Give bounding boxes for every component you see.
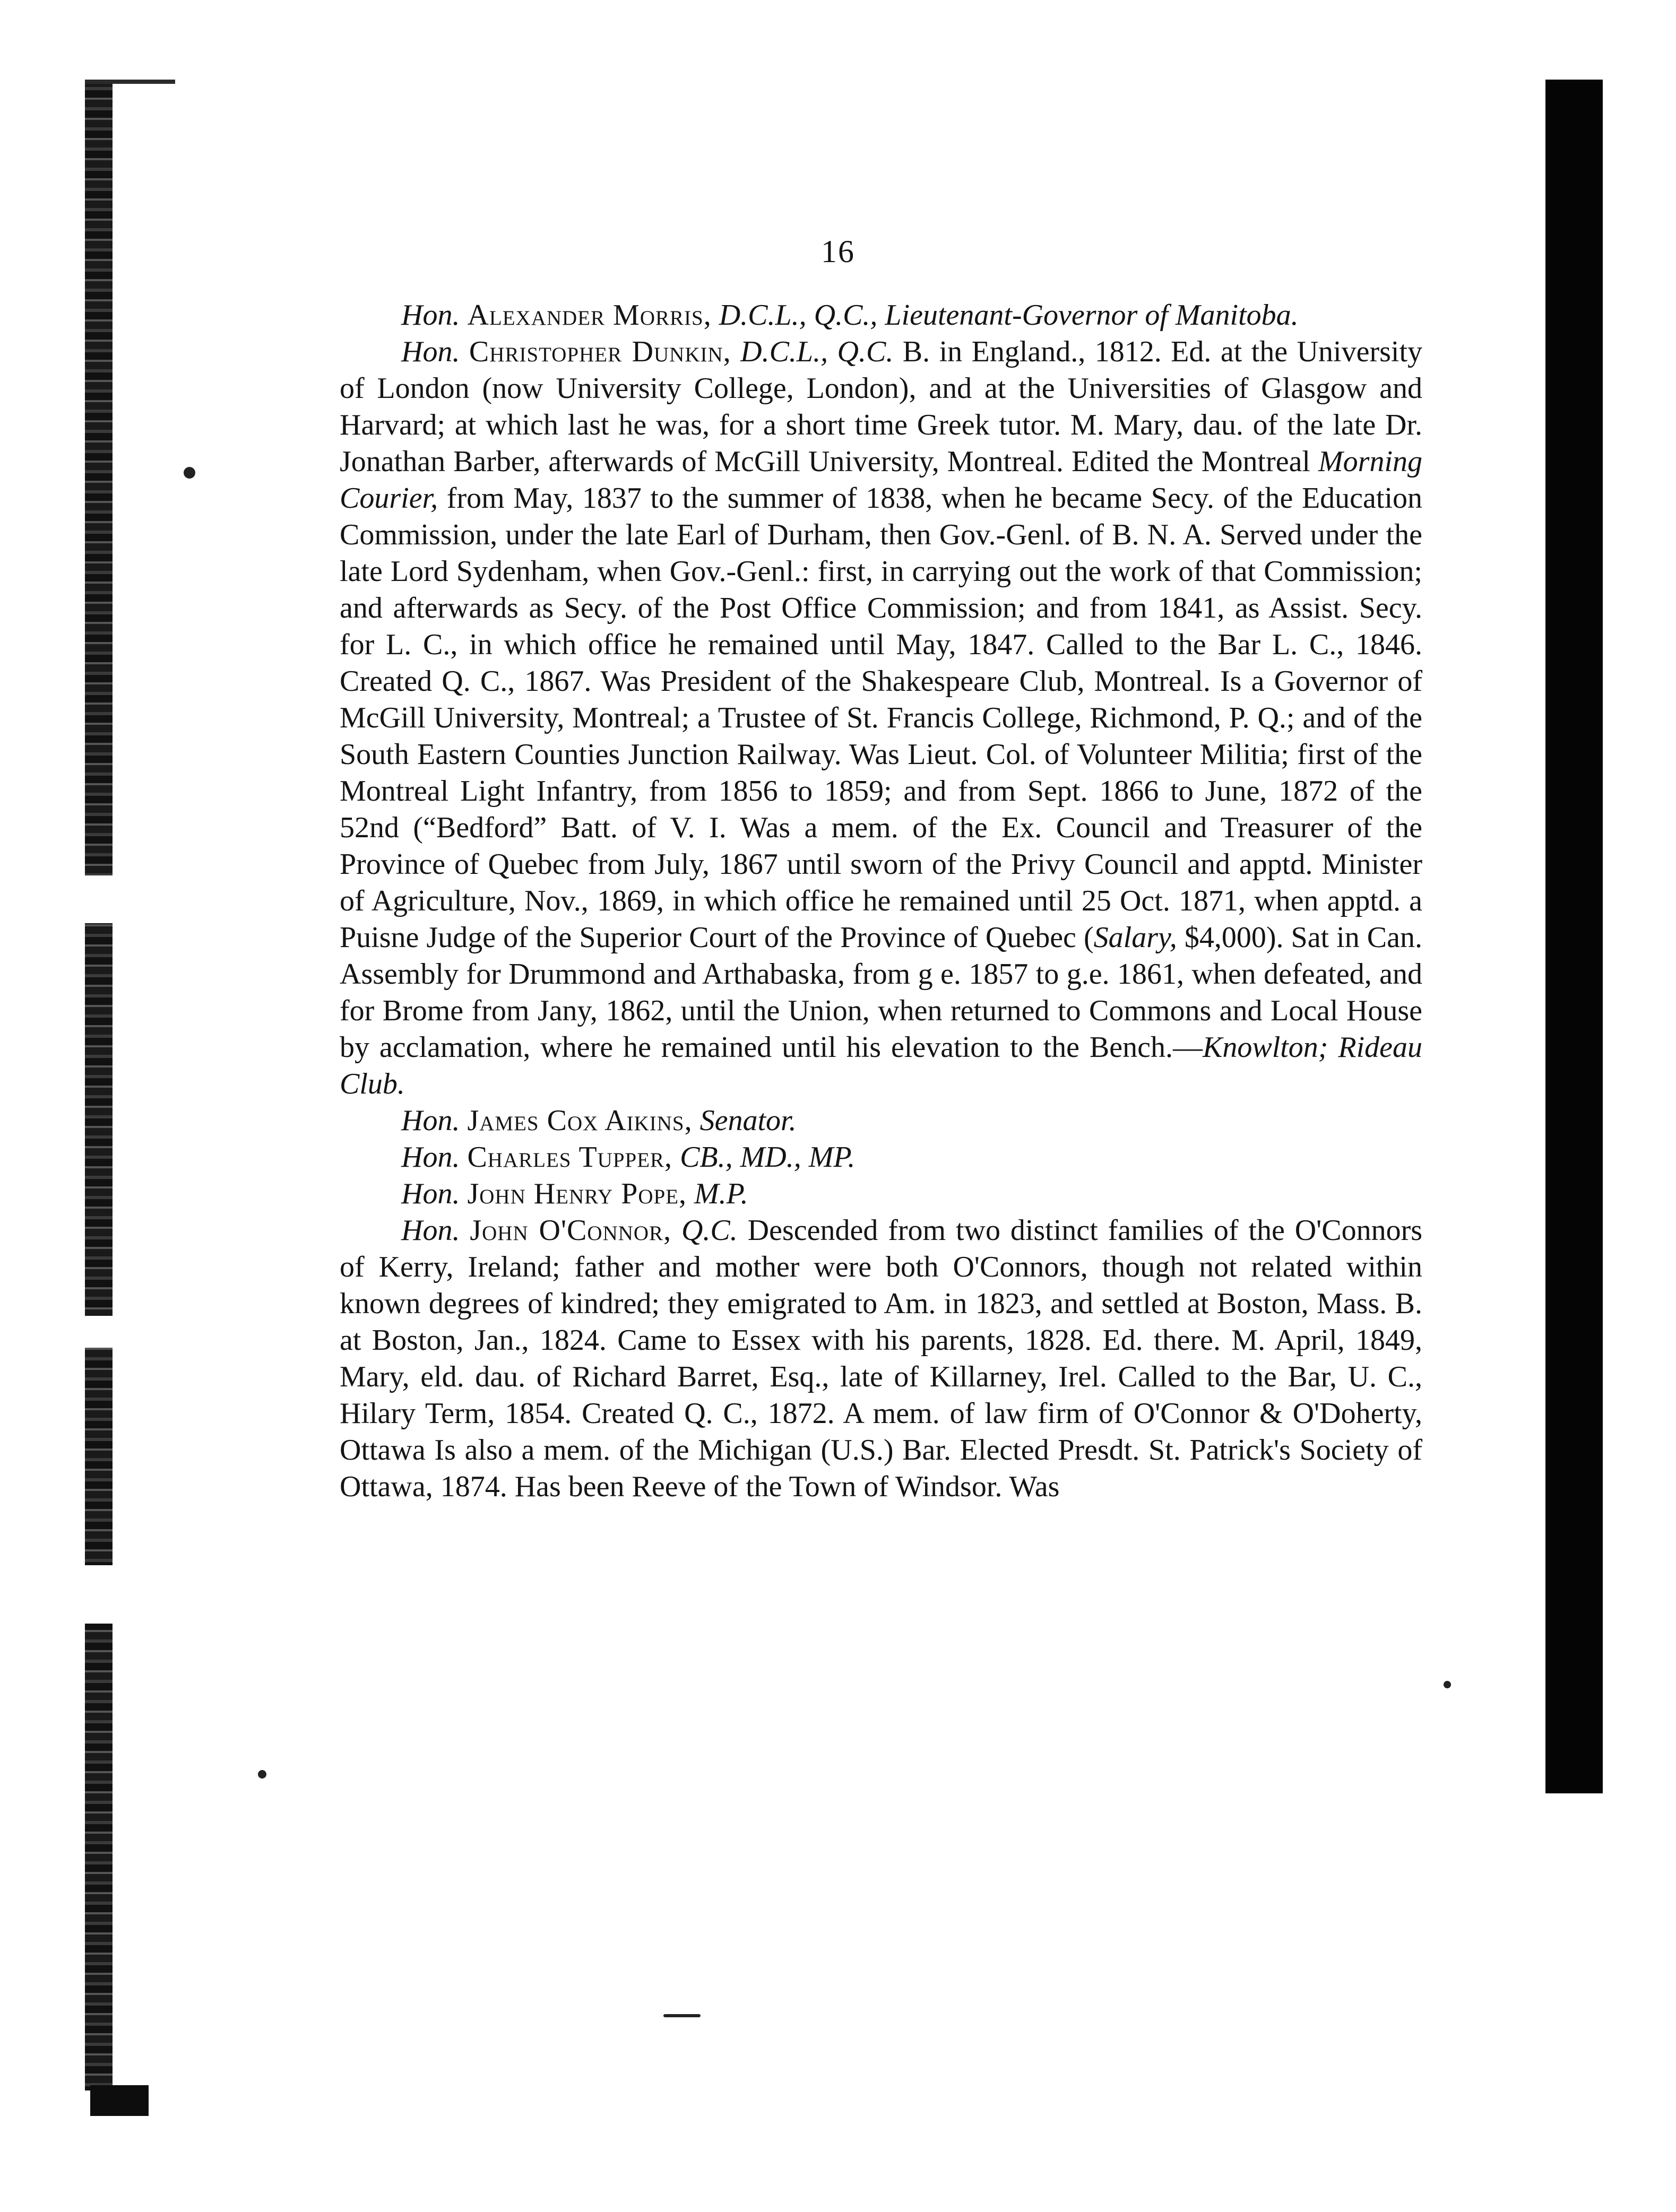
credentials: Senator.: [699, 1104, 797, 1137]
scan-right-bar: [1545, 80, 1603, 1793]
credentials: Q.C.: [681, 1214, 738, 1247]
entry-oconnor: [340, 1212, 1422, 1505]
scan-left-border: [85, 80, 113, 2090]
scan-left-gap: [80, 1565, 118, 1624]
biography-italic: Knowlton; Rideau Club.: [340, 1031, 1422, 1100]
person-name: Alexander Morris,: [467, 299, 712, 332]
person-name: James Cox Aikins,: [467, 1104, 693, 1137]
credentials: M.P.: [694, 1177, 748, 1210]
page-number: 16: [821, 234, 855, 269]
biography-text: B. in England., 1812. Ed. at the University of London (now University College, London), and at the Universities of Glasgow and Harvard; at which last he was, for a short time Greek tutor. M. Mary, dau. of the late Dr. Jonathan Barber, afterwards of McGill University, Montreal. Edited the Montreal: [340, 335, 1423, 478]
credentials: D.C.L., Q.C., Lieutenant-Governor of Manitoba.: [719, 299, 1299, 332]
scan-left-gap: [80, 1316, 118, 1348]
scan-speck: [663, 2014, 701, 2017]
person-name: John O'Connor,: [470, 1214, 672, 1247]
credentials: D.C.L., Q.C.: [740, 335, 894, 368]
honorific: Hon.: [401, 1104, 460, 1137]
biography-italic: Salary,: [1093, 921, 1177, 954]
entry-aikins: [340, 1103, 1422, 1139]
honorific: Hon.: [401, 1141, 460, 1174]
scan-left-foot: [90, 2085, 149, 2116]
scan-speck: [258, 1770, 266, 1779]
entry-dunkin: [340, 334, 1422, 1103]
person-name: Charles Tupper,: [467, 1141, 673, 1174]
honorific: Hon.: [401, 1214, 460, 1247]
scan-speck: [184, 467, 195, 479]
biography-text: Descended from two distinct families of the O'Connors of Kerry, Ireland; father and mother were both O'Connors, though not related within known degrees of kindred; they emigrated to Am. in 1823, and settled at Boston, Mass. B. at Boston, Jan., 1824. Came to Essex with his parents, 1828. Ed. there. M. April, 1849, Mary, eld. dau. of Richard Barret, Esq., late of Killarney, Irel. Called to the Bar, U. C., Hilary Term, 1854. Created Q. C., 1872. A mem. of law firm of O'Connor & O'Doherty, Ottawa Is also a mem. of the Michigan (U.S.) Bar. Elected Presdt. St. Patrick's Society of Ottawa, 1874. Has been Reeve of the Town of Windsor. Was: [340, 1214, 1423, 1503]
credentials: CB., MD., MP.: [680, 1141, 856, 1174]
biography-text: $4,000). Sat in Can. Assembly for Drummond and Arthabaska, from g e. 1857 to g.e. 1861, when defeated, and for Brome from Jany, 1862, until the Union, when returned to Commons and Local House by acclamation, where he remained until his elevation to the Bench.—: [340, 921, 1423, 1064]
scan-left-gap: [80, 875, 118, 923]
honorific: Hon.: [401, 299, 460, 332]
entry-morris: [340, 297, 1422, 334]
honorific: Hon.: [401, 1177, 460, 1210]
text-block: [340, 297, 1422, 1505]
entry-tupper: [340, 1139, 1422, 1176]
scan-left-cap: [85, 80, 175, 84]
person-name: John Henry Pope,: [467, 1177, 687, 1210]
honorific: Hon.: [401, 335, 460, 368]
biography-italic: Morning Courier,: [340, 445, 1423, 515]
biography-text: from May, 1837 to the summer of 1838, when he became Secy. of the Education Commission, under the late Earl of Durham, then Gov.-Genl. of B. N. A. Served under the late Lord Sydenham, when Gov.-Genl.: first, in carrying out the work of that Commission; and afterwards as Secy. of the Post Office Commission; and from 1841, as Assist. Secy. for L. C., in which office he remained until May, 1847. Called to the Bar L. C., 1846. Created Q. C., 1867. Was President of the Shakespeare Club, Montreal. Is a Governor of McGill University, Montreal; a Trustee of St. Francis College, Richmond, P. Q.; and of the South Eastern Counties Junction Railway. Was Lieut. Col. of Volunteer Militia; first of the Montreal Light Infantry, from 1856 to 1859; and from Sept. 1866 to June, 1872 of the 52nd (“Bedford” Batt. of V. I. Was a mem. of the Ex. Council and Treasurer of the Province of Quebec from July, 1867 until sworn of the Privy Council and apptd. Minister of Agriculture, Nov., 1869, in which office he remained until 25 Oct. 1871, when apptd. a Puisne Judge of the Superior Court of the Province of Quebec (: [340, 482, 1423, 954]
scan-speck: [1444, 1681, 1451, 1688]
person-name: Christopher Dunkin,: [469, 335, 731, 368]
entry-pope: [340, 1176, 1422, 1212]
